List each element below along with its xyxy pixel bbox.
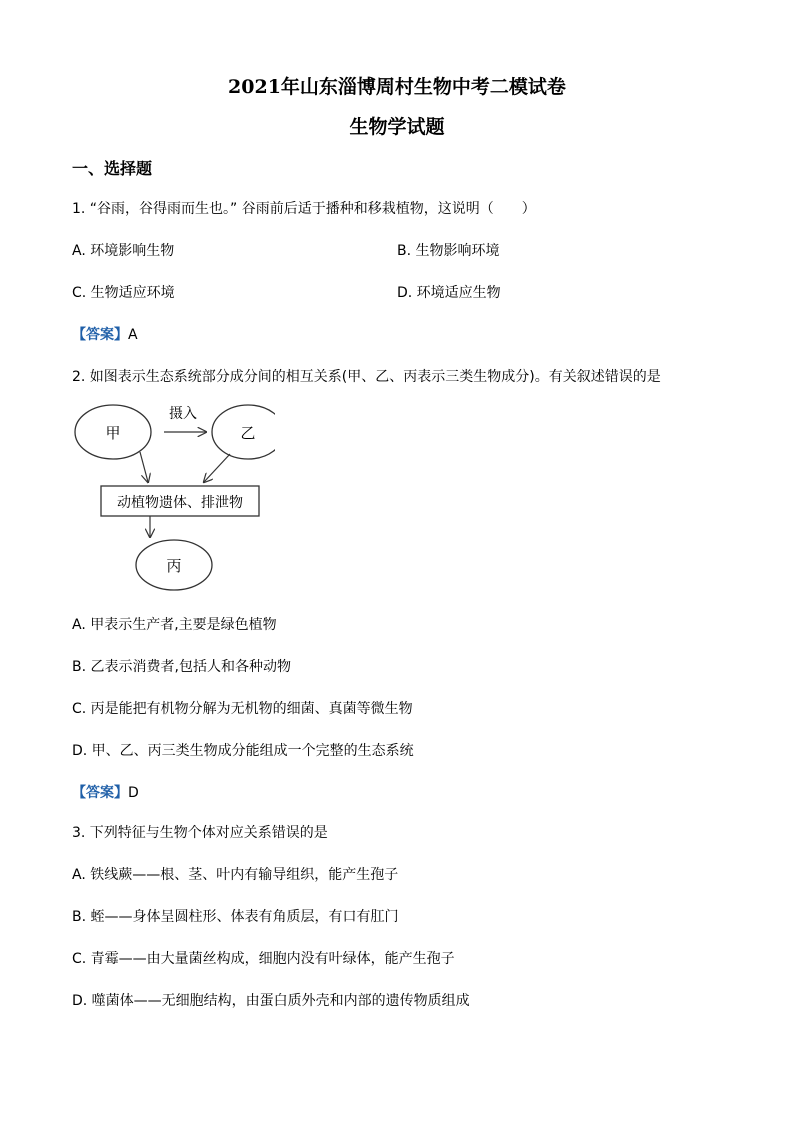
answer-value: A [128, 327, 138, 343]
question-2-answer [72, 782, 139, 802]
answer-tag: 【答案】 [72, 327, 128, 343]
node-c-label: 丙 [166, 557, 182, 575]
node-a-label: 甲 [105, 424, 121, 442]
edge-label: 摄入 [169, 406, 197, 422]
arrow-a-to-box [140, 452, 148, 482]
question-2-option-d: D. 甲、乙、丙三类生物成分能组成一个完整的生态系统 [72, 743, 414, 759]
question-2-stem: 2. 如图表示生态系统部分成分间的相互关系(甲、乙、丙表示三类生物成分)。有关叙述错误的是 [72, 369, 661, 385]
node-b-label: 乙 [240, 424, 256, 442]
question-1-stem: 1. “谷雨，谷得雨而生也。” 谷雨前后适于播种和移栽植物，这说明（ ） [72, 201, 536, 217]
question-3-option-d: D. 噬菌体——无细胞结构，由蛋白质外壳和内部的遗传物质组成 [72, 993, 470, 1009]
arrow-b-to-box [204, 454, 230, 482]
question-3-option-a: A. 铁线蕨——根、茎、叶内有输导组织，能产生孢子 [72, 867, 399, 883]
answer-tag: 【答案】 [72, 785, 128, 801]
ecosystem-diagram [70, 402, 275, 602]
question-2-option-b: B. 乙表示消费者,包括人和各种动物 [72, 659, 291, 675]
question-1-option-c: C. 生物适应环境 [72, 285, 175, 301]
page-subtitle: 生物学试题 [349, 116, 445, 138]
question-2-option-c: C. 丙是能把有机物分解为无机物的细菌、真菌等微生物 [72, 701, 413, 717]
question-3-option-b: B. 蛭——身体呈圆柱形、体表有角质层，有口有肛门 [72, 909, 399, 925]
question-1-answer [72, 324, 138, 344]
question-3-option-c: C. 青霉——由大量菌丝构成，细胞内没有叶绿体，能产生孢子 [72, 951, 455, 967]
question-1-option-d: D. 环境适应生物 [397, 285, 501, 301]
question-3-stem: 3. 下列特征与生物个体对应关系错误的是 [72, 825, 328, 841]
question-2-option-a: A. 甲表示生产者,主要是绿色植物 [72, 617, 277, 633]
question-1-option-b: B. 生物影响环境 [397, 243, 500, 259]
answer-value: D [128, 785, 139, 801]
page-title: 2021年山东淄博周村生物中考二模试卷 [228, 76, 566, 98]
question-1-option-a: A. 环境影响生物 [72, 243, 175, 259]
section-heading: 一、选择题 [72, 159, 153, 178]
remains-box-label: 动植物遗体、排泄物 [117, 495, 243, 511]
